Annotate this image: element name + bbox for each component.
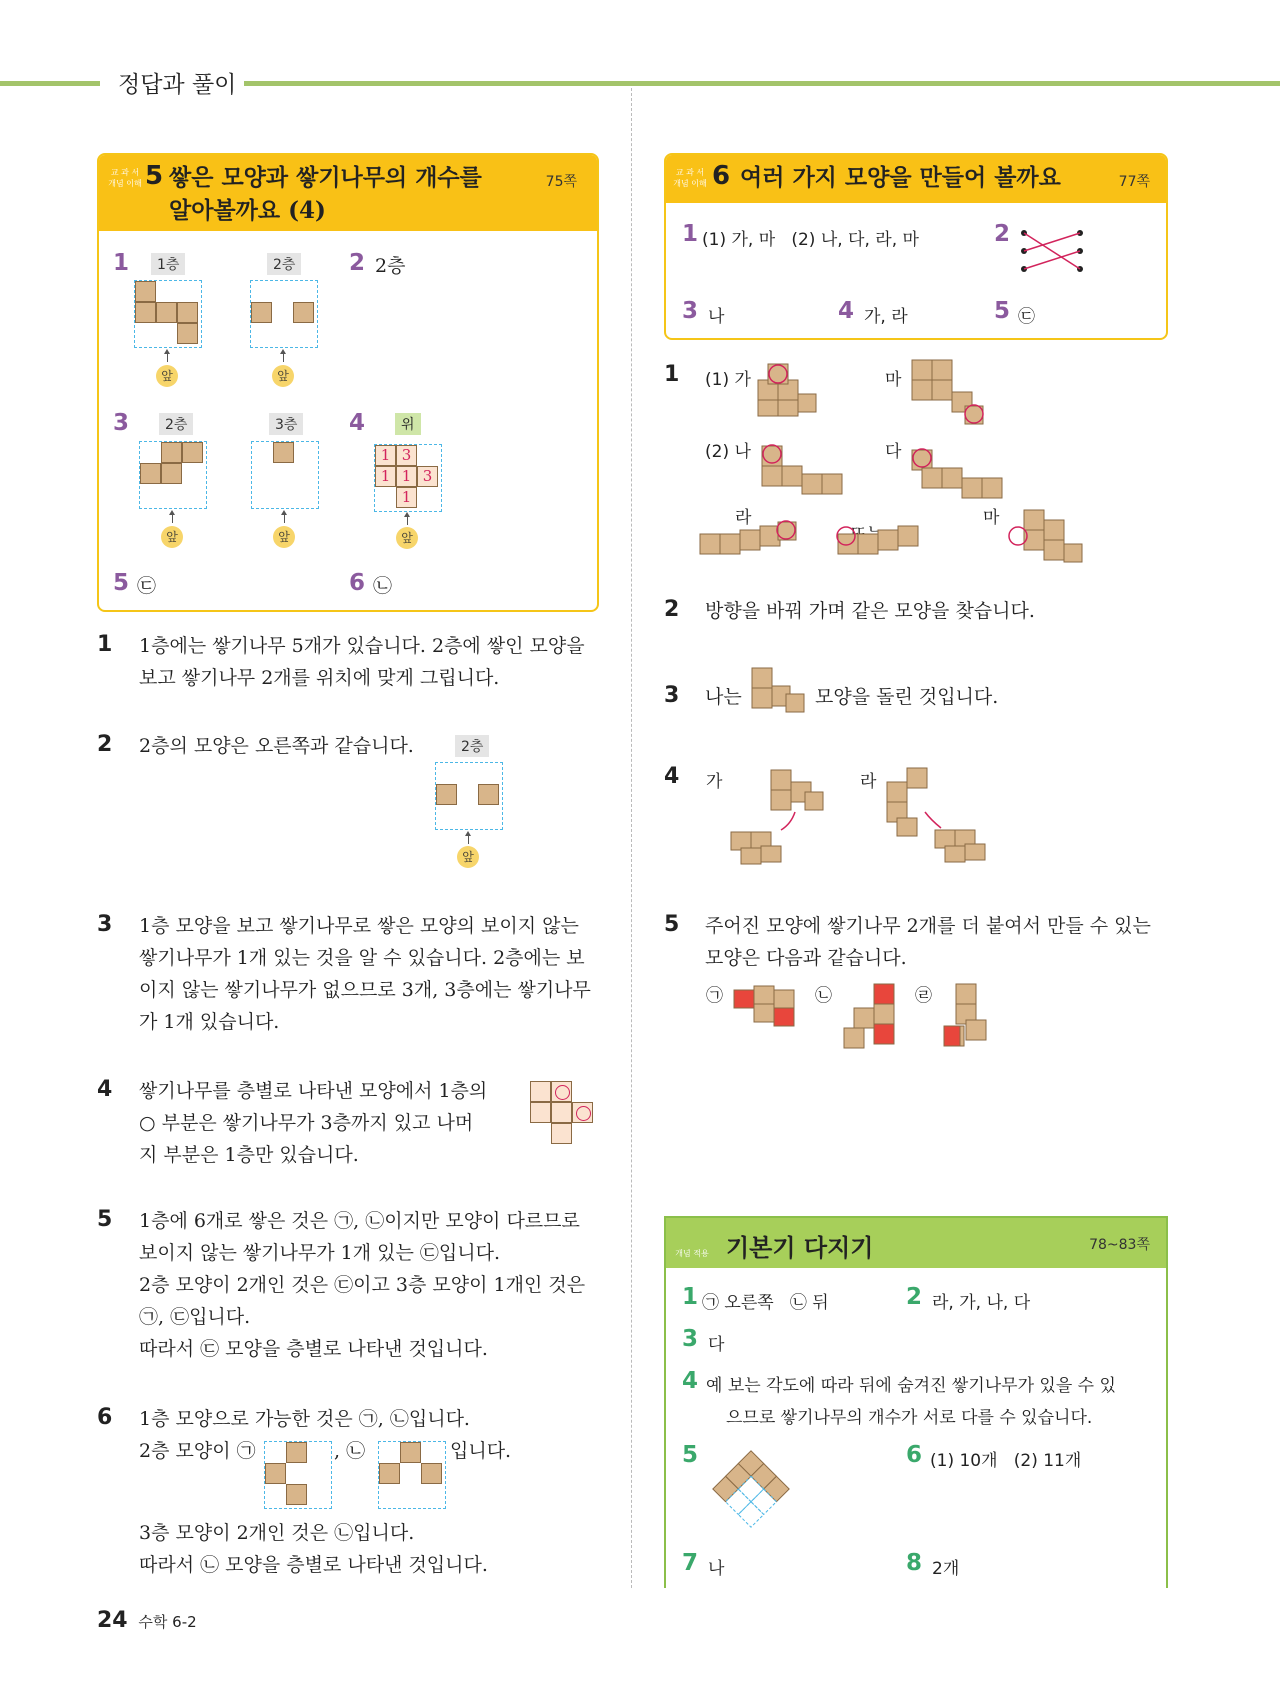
section-6-header bbox=[666, 155, 1166, 203]
rotate-arrow bbox=[781, 812, 795, 830]
a1-answer: ㉠ 오른쪽 ㉡ 뒤 bbox=[702, 1293, 829, 1313]
q2-number: 2 bbox=[349, 250, 366, 276]
block bbox=[962, 478, 982, 498]
exp-3-number: 3 bbox=[97, 912, 113, 937]
r-exp-1-number: 1 bbox=[664, 362, 680, 387]
block bbox=[286, 1484, 307, 1505]
match-line bbox=[1024, 233, 1080, 251]
label-p1: (1) 가 bbox=[705, 370, 751, 390]
block bbox=[741, 848, 761, 864]
block bbox=[945, 846, 965, 862]
block bbox=[874, 984, 894, 1004]
block bbox=[400, 1442, 421, 1463]
q4-number: 4 bbox=[349, 410, 366, 436]
header-rule-left bbox=[0, 81, 100, 86]
block bbox=[752, 688, 772, 708]
block bbox=[740, 530, 760, 550]
circle-mark bbox=[576, 1106, 591, 1121]
match-line bbox=[1024, 251, 1080, 269]
label-ma1: 마 bbox=[885, 370, 902, 390]
block bbox=[161, 442, 182, 463]
r-exp-4-label-ra: 라 bbox=[860, 772, 877, 792]
front-arrow bbox=[283, 352, 284, 362]
block bbox=[897, 818, 917, 836]
concept-tag: 개념 적용 bbox=[675, 1249, 709, 1258]
exp-6-line2b: , ㉡ bbox=[334, 1440, 366, 1462]
floor-grid bbox=[435, 762, 503, 830]
a3-number: 3 bbox=[682, 1326, 699, 1352]
block bbox=[844, 1028, 864, 1048]
block bbox=[802, 474, 822, 494]
r-exp-3-text-b: 모양을 돌린 것입니다. bbox=[815, 686, 999, 708]
a3-answer: 다 bbox=[708, 1335, 725, 1355]
block bbox=[966, 1020, 986, 1040]
count-cell: 1 bbox=[396, 466, 417, 487]
block bbox=[778, 400, 798, 416]
r-exp-3-text-a: 나는 bbox=[705, 686, 742, 708]
block bbox=[907, 768, 927, 788]
front-arrow bbox=[284, 513, 285, 523]
front-label: 앞 bbox=[272, 365, 294, 387]
r-exp-4-number: 4 bbox=[664, 764, 680, 789]
q6-number: 6 bbox=[349, 570, 366, 596]
block bbox=[805, 792, 823, 810]
floor-cell bbox=[530, 1081, 551, 1102]
front-arrow bbox=[172, 513, 173, 523]
exp-4-number: 4 bbox=[97, 1077, 113, 1102]
q4-answer: 가, 라 bbox=[864, 307, 908, 327]
exp-4-text: 쌓기나무를 층별로 나타낸 모양에서 1층의 ○ 부분은 쌓기나무가 3층까지 있고 나머 지 부분은 1층만 있습니다. bbox=[139, 1080, 488, 1166]
floor-label: 2층 bbox=[455, 735, 489, 757]
count-cell: 3 bbox=[417, 466, 438, 487]
block bbox=[731, 832, 751, 850]
block bbox=[942, 468, 962, 488]
column-divider bbox=[631, 88, 632, 1588]
a2-number: 2 bbox=[906, 1284, 923, 1310]
top-label: 위 bbox=[395, 413, 421, 435]
q1-number: 1 bbox=[682, 221, 699, 247]
block bbox=[774, 990, 794, 1008]
r-exp-5-text: 주어진 모양에 쌓기나무 2개를 더 붙여서 만들 수 있는 모양은 다음과 같습니다. bbox=[705, 915, 1151, 969]
circle-mark bbox=[555, 1085, 570, 1100]
page-header-title: 정답과 풀이 bbox=[110, 66, 244, 99]
count-cell: 1 bbox=[396, 487, 417, 508]
rotate-arrow bbox=[925, 812, 941, 828]
q3-number: 3 bbox=[113, 410, 130, 436]
block bbox=[177, 323, 198, 344]
front-label: 앞 bbox=[156, 365, 178, 387]
block bbox=[858, 534, 878, 554]
block bbox=[754, 1004, 774, 1022]
exp-6-line3: 3층 모양이 2개인 것은 ㉡입니다. bbox=[139, 1522, 415, 1544]
block-figures bbox=[690, 350, 1090, 580]
block bbox=[135, 302, 156, 323]
exp-1-number: 1 bbox=[97, 632, 113, 657]
block bbox=[754, 986, 774, 1004]
block bbox=[774, 1008, 794, 1026]
exp-6-number: 6 bbox=[97, 1405, 113, 1430]
block bbox=[700, 534, 720, 554]
block bbox=[734, 990, 754, 1008]
count-cell: 1 bbox=[375, 466, 396, 487]
block bbox=[752, 668, 772, 688]
floor-cell bbox=[551, 1081, 572, 1102]
e5-block-figures bbox=[730, 980, 1010, 1060]
block bbox=[478, 784, 499, 805]
match-line bbox=[1024, 233, 1080, 269]
block bbox=[874, 1004, 894, 1024]
r-exp-5-label-2: ㉡ bbox=[815, 986, 832, 1006]
q6-answer: ㉡ bbox=[373, 575, 393, 597]
front-label: 앞 bbox=[396, 527, 418, 549]
a6-number: 6 bbox=[906, 1442, 923, 1468]
exp-2-number: 2 bbox=[97, 732, 113, 757]
block bbox=[1044, 520, 1064, 540]
block bbox=[720, 534, 740, 554]
front-label: 앞 bbox=[273, 526, 295, 548]
block bbox=[887, 782, 907, 802]
block bbox=[771, 790, 791, 810]
section-5-header bbox=[99, 155, 597, 231]
block bbox=[944, 1026, 960, 1046]
textbook-tag: 교 과 서 개념 이해 bbox=[108, 168, 142, 188]
section-number: 5 bbox=[145, 161, 164, 191]
block bbox=[822, 474, 842, 494]
block bbox=[965, 844, 985, 860]
header-rule-right bbox=[225, 81, 1280, 86]
r-exp-2-number: 2 bbox=[664, 597, 680, 622]
floor-label: 2층 bbox=[267, 253, 301, 275]
exp-5-number: 5 bbox=[97, 1207, 113, 1232]
floor-grid bbox=[251, 441, 319, 509]
block bbox=[762, 466, 782, 486]
textbook-tag: 교 과 서 개념 이해 bbox=[673, 168, 707, 188]
floor-label: 3층 bbox=[269, 413, 303, 435]
floor-cell bbox=[551, 1123, 572, 1144]
a5-diagram bbox=[706, 1444, 796, 1534]
block bbox=[982, 478, 1002, 498]
section-title: 여러 가지 모양을 만들어 볼까요 bbox=[740, 164, 1061, 191]
r-exp-5-number: 5 bbox=[664, 912, 680, 937]
block bbox=[161, 463, 182, 484]
subject-label: 수학 6-2 bbox=[138, 1613, 197, 1631]
r-exp-5-label-3: ㉣ bbox=[915, 986, 932, 1006]
section-5-box bbox=[97, 153, 599, 612]
block bbox=[878, 530, 898, 550]
block bbox=[912, 380, 932, 400]
basic-box bbox=[664, 1216, 1168, 1588]
basic-page: 78~83쪽 bbox=[1089, 1237, 1150, 1253]
block bbox=[177, 302, 198, 323]
q5-answer: ㉢ bbox=[1018, 307, 1035, 327]
floor-label: 2층 bbox=[159, 413, 193, 435]
block bbox=[436, 784, 457, 805]
floor-grid bbox=[139, 441, 207, 509]
block bbox=[293, 302, 314, 323]
front-label: 앞 bbox=[457, 846, 479, 868]
block bbox=[912, 360, 932, 380]
a4-number: 4 bbox=[682, 1368, 699, 1394]
a7-answer: 나 bbox=[708, 1559, 725, 1579]
count-grid bbox=[374, 444, 442, 512]
block bbox=[251, 302, 272, 323]
front-arrow bbox=[167, 352, 168, 362]
block bbox=[265, 1463, 286, 1484]
block bbox=[1044, 540, 1064, 560]
section-page: 77쪽 bbox=[1118, 174, 1150, 190]
block bbox=[956, 984, 976, 1004]
exp-6-line2c: 입니다. bbox=[450, 1440, 512, 1462]
page-footer bbox=[97, 1608, 197, 1633]
exp-1-text: 1층에는 쌓기나무 5개가 있습니다. 2층에 쌓인 모양을 보고 쌓기나무 2개를 위치에 맞게 그립니다. bbox=[139, 635, 585, 689]
r-exp-2-text: 방향을 바꿔 가며 같은 모양을 찾습니다. bbox=[705, 600, 1035, 622]
label-ra: 라 bbox=[735, 508, 752, 528]
exp-2-text: 2층의 모양은 오른쪽과 같습니다. bbox=[139, 735, 414, 757]
block bbox=[156, 302, 177, 323]
block bbox=[932, 360, 952, 380]
label-ma2: 마 bbox=[983, 508, 1000, 528]
count-cell: 1 bbox=[375, 445, 396, 466]
floor-cell bbox=[530, 1102, 551, 1123]
block bbox=[898, 526, 918, 546]
block bbox=[421, 1463, 442, 1484]
block bbox=[798, 394, 816, 412]
block bbox=[273, 442, 294, 463]
a5-number: 5 bbox=[682, 1442, 699, 1468]
block bbox=[758, 400, 778, 416]
q1-number: 1 bbox=[113, 250, 130, 276]
block bbox=[1064, 544, 1082, 562]
floor-grid bbox=[134, 280, 202, 348]
q3-answer: 나 bbox=[708, 307, 725, 327]
a2-answer: 라, 가, 나, 다 bbox=[932, 1293, 1031, 1313]
block bbox=[1024, 510, 1044, 530]
block bbox=[922, 468, 942, 488]
basic-header bbox=[666, 1218, 1166, 1268]
block bbox=[932, 380, 952, 400]
block bbox=[379, 1463, 400, 1484]
a8-answer: 2개 bbox=[932, 1559, 960, 1579]
front-arrow bbox=[468, 834, 469, 844]
floor-grid-a bbox=[264, 1441, 332, 1509]
block bbox=[286, 1442, 307, 1463]
section-title: 쌓은 모양과 쌓기나무의 개수를 알아볼까요 (4) bbox=[169, 164, 482, 224]
label-p2: (2) 나 bbox=[705, 442, 751, 462]
e3-block-figure bbox=[748, 664, 808, 720]
block bbox=[140, 463, 161, 484]
grid-cell bbox=[738, 1502, 763, 1527]
q2-number: 2 bbox=[994, 221, 1011, 247]
front-label: 앞 bbox=[161, 526, 183, 548]
r-exp-5-label-1: ㉠ bbox=[706, 986, 723, 1006]
q2-answer: 2층 bbox=[375, 255, 406, 277]
block bbox=[768, 364, 788, 384]
a6-answer: (1) 10개 (2) 11개 bbox=[930, 1451, 1082, 1471]
q5-number: 5 bbox=[994, 298, 1011, 324]
front-arrow bbox=[407, 515, 408, 525]
exp-5-text: 1층에 6개로 쌓은 것은 ㉠, ㉡이지만 모양이 다르므로 보이지 않는 쌓기나무가 1개 있는 ㉢입니다. 2층 모양이 2개인 것은 ㉢이고 3층 모양이 1개인 것은 ㉠, ㉢입니다. 따라서 ㉢ 모양을 층별로 나타낸 것입니다. bbox=[139, 1210, 586, 1360]
section-number: 6 bbox=[712, 161, 731, 191]
exp-6-line4: 따라서 ㉡ 모양을 층별로 나타낸 것입니다. bbox=[139, 1554, 488, 1576]
basic-title: 기본기 다지기 bbox=[726, 1234, 874, 1262]
block bbox=[782, 466, 802, 486]
block bbox=[182, 442, 203, 463]
q1-answer: (1) 가, 마 (2) 나, 다, 라, 마 bbox=[702, 230, 919, 250]
a4-answer: 예 보는 각도에 따라 뒤에 숨겨진 쌓기나무가 있을 수 있 으므로 쌓기나무의 개수가 서로 다를 수 있습니다. bbox=[706, 1376, 1116, 1428]
block bbox=[786, 694, 804, 712]
block bbox=[874, 1024, 894, 1044]
block bbox=[135, 281, 156, 302]
floor-label: 1층 bbox=[151, 253, 185, 275]
e4-block-figures bbox=[725, 760, 995, 870]
block bbox=[771, 770, 791, 790]
matching-lines bbox=[1018, 227, 1088, 277]
section-page: 75쪽 bbox=[545, 174, 577, 190]
q5-answer: ㉢ bbox=[137, 575, 157, 597]
a8-number: 8 bbox=[906, 1550, 923, 1576]
exp-3-text: 1층 모양을 보고 쌓기나무로 쌓은 모양의 보이지 않는 쌓기나무가 1개 있는 것을 알 수 있습니다. 2층에는 보 이지 않는 쌓기나무가 없으므로 3개, 3층에는 쌓기나무 가 1개 있습니다. bbox=[139, 915, 591, 1033]
floor-cell bbox=[551, 1102, 572, 1123]
q3-number: 3 bbox=[682, 298, 699, 324]
r-exp-4-label-ga: 가 bbox=[706, 772, 723, 792]
exp-4-diagram bbox=[530, 1081, 596, 1147]
page-number: 24 bbox=[97, 1608, 128, 1633]
block bbox=[761, 846, 781, 862]
block bbox=[935, 830, 955, 848]
floor-cell bbox=[572, 1102, 593, 1123]
a1-number: 1 bbox=[682, 1284, 699, 1310]
exp-6-line2a: 2층 모양이 ㉠ bbox=[139, 1440, 256, 1462]
label-da: 다 bbox=[885, 442, 902, 462]
q4-number: 4 bbox=[838, 298, 855, 324]
count-cell: 3 bbox=[396, 445, 417, 466]
exp-6-line1: 1층 모양으로 가능한 것은 ㉠, ㉡입니다. bbox=[139, 1408, 470, 1430]
block bbox=[854, 1008, 874, 1028]
floor-grid-b bbox=[378, 1441, 446, 1509]
a7-number: 7 bbox=[682, 1550, 699, 1576]
floor-grid bbox=[250, 280, 318, 348]
section-6-box bbox=[664, 153, 1168, 340]
r-exp-3-number: 3 bbox=[664, 683, 680, 708]
q5-number: 5 bbox=[113, 570, 130, 596]
